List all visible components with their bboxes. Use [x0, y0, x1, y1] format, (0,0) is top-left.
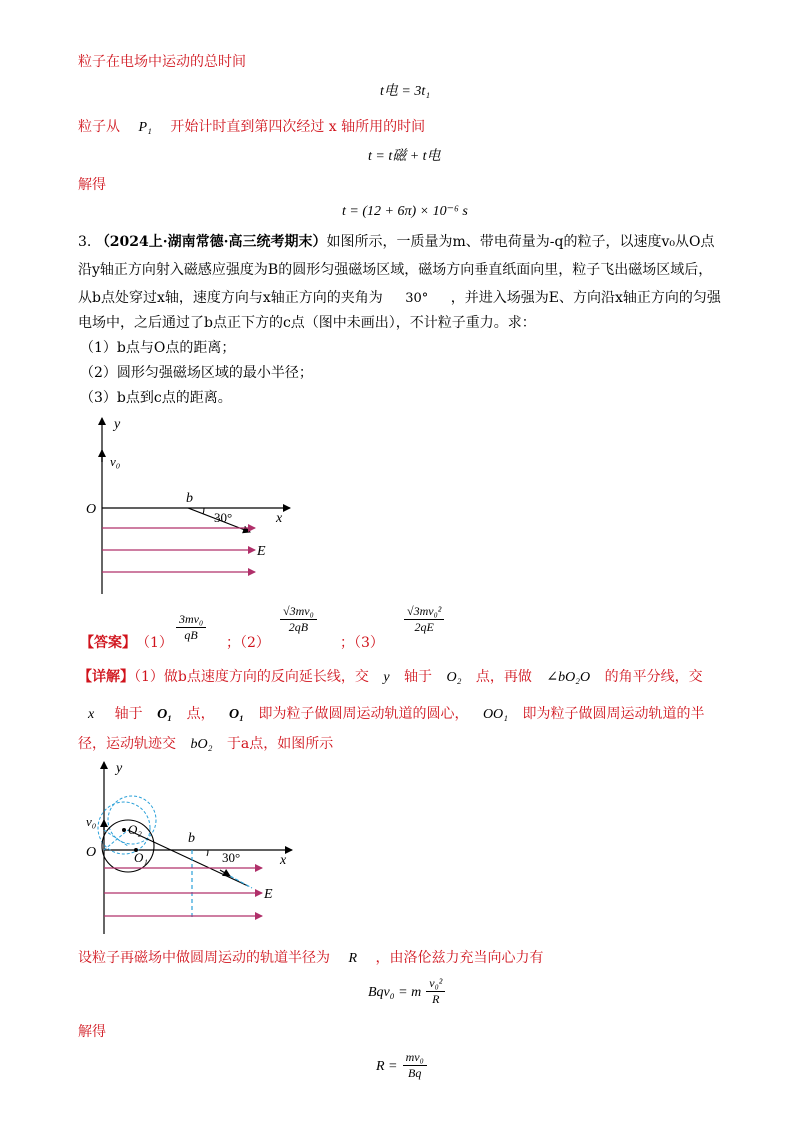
- problem-stem-line3: [78, 288, 721, 309]
- label-angle: 30°: [214, 510, 233, 525]
- label-y-2: y: [116, 761, 123, 776]
- bottom-text-1b: ，由洛伦兹力充当向心力有: [375, 950, 544, 966]
- equation-t-electric: t电 = 3t₁: [380, 84, 431, 99]
- label-x-2: x: [280, 853, 287, 868]
- equation-radius-den: Bq: [408, 1066, 422, 1080]
- detail-text-1b: 轴于: [404, 669, 432, 685]
- detail-line2: [88, 704, 704, 725]
- dashed-extension: [230, 876, 252, 888]
- label-angle-2: 30°: [222, 850, 241, 865]
- label-O2: O₂: [128, 822, 142, 837]
- question-1: （1）b点与O点的距离；: [80, 340, 236, 356]
- detail-bO2-symbol: bO₂: [190, 737, 213, 752]
- figure-1: [80, 412, 300, 597]
- answer-sep-2: ；（3）: [340, 635, 384, 651]
- equation-lorentz-den: R: [432, 992, 440, 1006]
- line-start-text-a: 粒子从: [78, 119, 120, 135]
- problem-source: （2024上·湖南常德·高三统考期末）: [95, 234, 327, 250]
- detail-text-1d: 的角平分线，交: [604, 669, 703, 685]
- label-O: O: [86, 502, 97, 517]
- equation-lorentz-num: v₀²: [426, 976, 445, 992]
- label-b: b: [186, 491, 193, 506]
- label-v0: v₀: [110, 454, 121, 469]
- detail-text-3a: 径，运动轨迹交: [78, 736, 176, 752]
- angle-arc-2: [207, 850, 208, 856]
- bottom-text-1a: 设粒子再磁场中做圆周运动的轨道半径为: [78, 950, 330, 966]
- answer-part1-label: （1）: [136, 635, 173, 651]
- figure-2: [80, 758, 300, 938]
- answer-2-num: √3mv₀: [280, 604, 317, 620]
- detail-O1-symbol-a: O₁: [157, 707, 173, 722]
- problem-angle: 30°: [405, 291, 429, 306]
- question-3: （3）b点到c点的距离。: [80, 390, 232, 406]
- problem-stem-text-1: 如图所示，一质量为m、带电荷量为-q的粒子，以速度v₀从O点: [326, 234, 715, 250]
- line-start-text-b: 开始计时直到第四次经过 x 轴所用的时间: [170, 119, 426, 135]
- problem-stem-line2: 沿y轴正方向射入磁感应强度为B的圆形匀强磁场区域，磁场方向垂直纸面向里，粒子飞出磁场区域后，: [78, 262, 713, 278]
- answer-2-fraction: [280, 604, 317, 635]
- line-total-time: 粒子在电场中运动的总时间: [78, 54, 246, 70]
- detail-O1-symbol-b: O₁: [229, 707, 245, 722]
- detail-O2-symbol: O₂: [446, 670, 462, 685]
- answer-1-den: qB: [184, 628, 198, 642]
- equation-lorentz-lhs: Bqv₀ = m: [368, 985, 422, 1000]
- detail-y-symbol: y: [383, 670, 390, 685]
- solve-label-1: 解得: [78, 177, 106, 193]
- answer-tag: 【答案】: [80, 635, 136, 651]
- equation-lorentz: [368, 976, 445, 1007]
- label-b-2: b: [188, 831, 195, 846]
- question-2: （2）圆形匀强磁场区域的最小半径；: [80, 365, 313, 381]
- detail-angle-symbol: ∠bO₂O: [546, 670, 591, 685]
- detail-text-3b: 于a点，如图所示: [226, 736, 334, 752]
- line-start-time: [78, 117, 425, 138]
- equation-radius-num: mv₀: [403, 1050, 427, 1066]
- problem-stem-line1: [78, 232, 715, 252]
- problem-stem-text-3b: ，并进入场强为E、方向沿x轴正方向的匀强: [450, 290, 721, 306]
- detail-text-1a: （1）做b点速度方向的反向延长线，交: [134, 669, 369, 685]
- detail-text-2d: 即为粒子做圆周运动轨道的半: [522, 706, 705, 722]
- equation-radius: [376, 1050, 427, 1081]
- detail-OO1-symbol: OO₁: [482, 707, 509, 722]
- answer-sep-1: ；（2）: [226, 635, 270, 651]
- detail-text-2c: 即为粒子做圆周运动轨道的圆心，: [258, 706, 469, 722]
- detail-text-1c: 点，再做: [475, 669, 532, 685]
- answer-3-den: 2qE: [414, 620, 434, 634]
- dashed-O-O2: [104, 830, 128, 850]
- answer-1-fraction: [176, 612, 206, 643]
- detail-line3: [78, 734, 333, 755]
- bottom-line1: [78, 948, 543, 969]
- label-x: x: [276, 511, 283, 526]
- label-y: y: [114, 417, 121, 432]
- answer-1-num: 3mv₀: [176, 612, 206, 628]
- point-O2: [122, 828, 126, 832]
- problem-stem-text-3a: 从b点处穿过x轴，速度方向与x轴正方向的夹角为: [78, 290, 383, 306]
- detail-line1: [78, 667, 703, 688]
- answer-3-num: √3mv₀²: [404, 604, 444, 620]
- answer-2-den: 2qB: [288, 620, 309, 634]
- detail-text-2a: 轴于: [114, 706, 143, 722]
- label-O1: O₁: [134, 850, 148, 865]
- equation-radius-lhs: R =: [376, 1059, 398, 1074]
- solve-label-2: 解得: [78, 1024, 106, 1040]
- detail-text-2b: 点，: [186, 706, 215, 722]
- label-v0-2: v₀: [86, 814, 97, 829]
- detail-tag: 【详解】: [78, 669, 134, 685]
- label-E: E: [257, 544, 266, 559]
- problem-stem-line4: 电场中，之后通过了b点正下方的c点（图中未画出），不计粒子重力。求：: [78, 315, 536, 331]
- label-O-2: O: [86, 845, 97, 860]
- p1-symbol: P₁: [138, 120, 152, 135]
- problem-number: 3.: [78, 234, 92, 250]
- equation-t-sum: t = t磁 + t电: [368, 149, 441, 164]
- angle-arc: [203, 508, 204, 514]
- answer-3-fraction: [404, 604, 444, 635]
- label-E-2: E: [264, 887, 273, 902]
- detail-x-symbol: x: [88, 707, 95, 722]
- equation-t-result: t = (12 + 6π) × 10⁻⁶ s: [342, 204, 468, 219]
- bottom-R-symbol: R: [348, 951, 358, 966]
